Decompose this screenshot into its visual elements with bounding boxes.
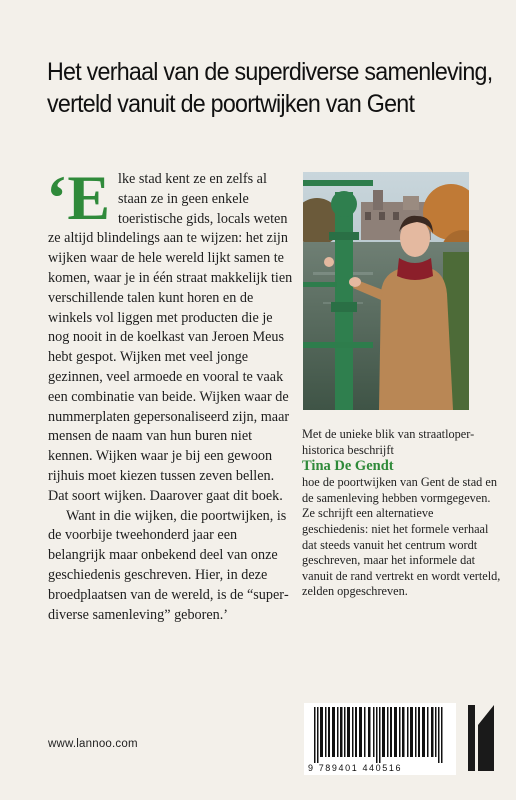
headline-line-2: verteld vanuit de poortwijken van Gent <box>47 90 415 118</box>
barcode-bars <box>304 707 456 767</box>
isbn-barcode <box>304 703 456 775</box>
isbn-digits: 9 789401 440516 <box>308 763 403 773</box>
author-name: Tina De Gendt <box>302 458 394 475</box>
author-photo <box>303 172 469 410</box>
author-photo-illustration <box>303 172 469 410</box>
publisher-logo-icon <box>466 705 496 771</box>
headline <box>47 56 493 120</box>
author-blurb <box>302 427 502 600</box>
quote-paragraph-1: lke stad kent ze en zelfs al staan ze in geen enkele toeristische gids, locals weten ze altijd blindelings aan te wijzen: het zijn wijken waar de hele wereld lijkt samen te komen, waar je in één straat makkelijk tien verschillende talen kunt horen en de winkels vol liggen met producten die je nog nooit in de koelkast van Jeroen Meus hebt gespot. Wijken met veel jonge gezinnen, veel armoede en vooral te vaak een combinatie van beide. Wijken waar de nummerplaten gepersonaliseerd zijn, maar mensen de naam van hun buren niet kennen. Wijken waar je bij een gewoon rijhuis moet kiezen tussen zeven bellen. Dat soort wijken. Daarover gaat dit boek. <box>48 171 293 504</box>
quote-block <box>46 162 293 625</box>
blurb-text-2: Ze schrijft een alternatieve geschiedenis: niet het formele verhaal dat steeds vanuit het centrum wordt geschreven, maar het informele dat vanuit de rand vertrekt en wordt verteld, zelden opgeschreven. <box>302 506 501 599</box>
quote-paragraph-2: Want in die wijken, die poortwijken, is de voorbije tweehonderd jaar een belangrijk maar onbekend deel van onze geschiedenis geschreven. Hier, in deze broedplaatsen van de wereld, is de “superdiverse samenleving” geboren.’ <box>48 507 289 623</box>
blurb-intro: Met de unieke blik van straatloper-historica beschrijft <box>302 427 475 457</box>
headline-line-1: Het verhaal van de superdiverse samenleving, <box>47 58 493 86</box>
drop-cap: ‘E <box>46 162 110 233</box>
publisher-url: www.lannoo.com <box>48 738 138 750</box>
blurb-text-1: hoe de poortwijken van Gent de stad en de samenleving hebben vormgegeven. <box>302 475 497 505</box>
